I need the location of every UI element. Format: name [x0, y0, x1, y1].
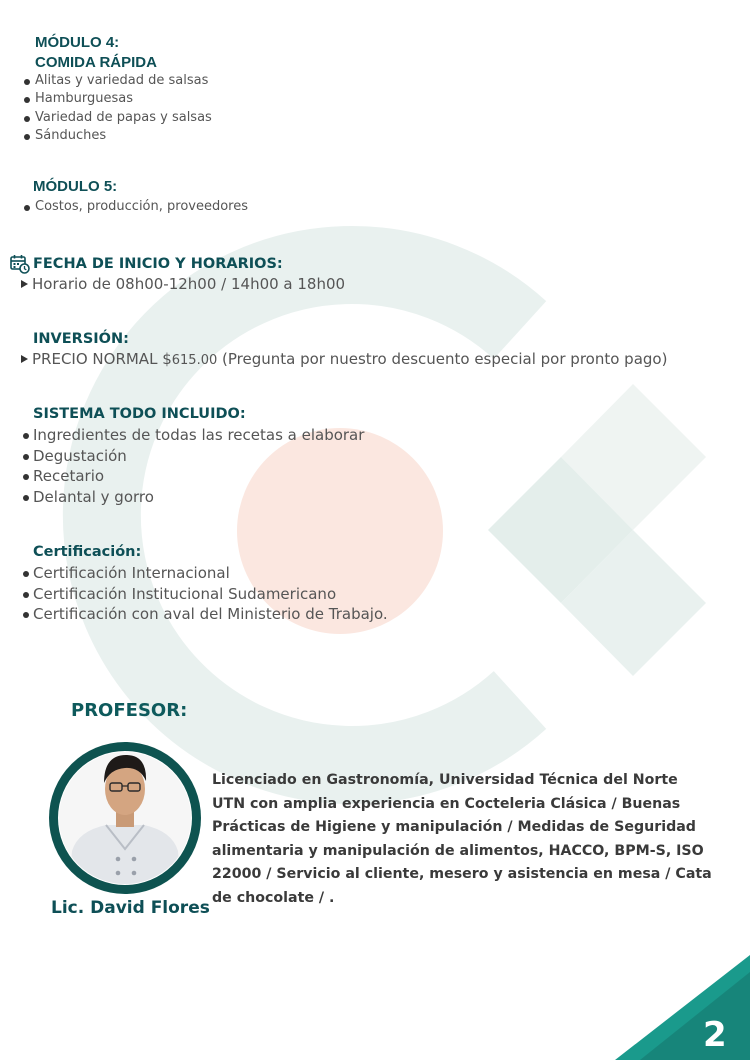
fecha-list [20, 274, 345, 295]
list-item: Degustación [22, 446, 364, 467]
list-item: Recetario [22, 466, 364, 487]
sistema-title: SISTEMA TODO INCLUIDO: [33, 406, 246, 422]
price-value: 615.00 [171, 353, 218, 368]
fecha-title: FECHA DE INICIO Y HORARIOS: [33, 256, 283, 272]
certificacion-list [22, 563, 388, 625]
profesor-bio: Licenciado en Gastronomía, Universidad Técnica del Norte UTN con amplia experiencia en Cocteleria Clásica / Buenas Prácticas de Higiene y manipulación / Medidas de Seguridad alimentaria y manipulación de alimentos, HACCO, BPM-S, ISO 22000 / Servicio al cliente, mesero y asistencia en mesa / Cata de chocolate / . [212, 772, 712, 906]
list-item: Delantal y gorro [22, 487, 364, 508]
modulo4-title [35, 33, 157, 73]
list-item: Ingredientes de todas las recetas a elaborar [22, 425, 364, 446]
list-item: Alitas y variedad de salsas [23, 72, 212, 90]
inversion-list [20, 349, 667, 372]
modulo4-title-line2: COMIDA RÁPIDA [35, 54, 157, 71]
modulo5-list [23, 198, 248, 216]
list-item: Certificación con aval del Ministerio de Trabajo. [22, 604, 388, 625]
list-item: Variedad de papas y salsas [23, 109, 212, 127]
list-item: Hamburguesas [23, 90, 212, 108]
modulo4-title-line1: MÓDULO 4: [35, 34, 120, 51]
list-item: Costos, producción, proveedores [23, 198, 248, 216]
list-item: Certificación Internacional [22, 563, 388, 584]
price-label: PRECIO NORMAL $ [32, 350, 172, 368]
modulo5-title: MÓDULO 5: [33, 178, 118, 195]
modulo4-list [23, 72, 212, 145]
list-item: Horario de 08h00-12h00 / 14h00 a 18h00 [20, 274, 345, 295]
page-number: 2 [703, 1015, 727, 1055]
profesor-title: PROFESOR: [71, 700, 188, 721]
sistema-list [22, 425, 364, 508]
certificacion-title: Certificación: [33, 544, 142, 560]
list-item: Certificación Institucional Sudamericano [22, 584, 388, 605]
price-line [20, 349, 667, 372]
profesor-name: Lic. David Flores [51, 898, 210, 918]
avatar [48, 741, 202, 899]
inversion-title: INVERSIÓN: [33, 331, 129, 347]
list-item: Sánduches [23, 127, 212, 145]
price-note: (Pregunta por nuestro descuento especial por pronto pago) [217, 350, 668, 368]
